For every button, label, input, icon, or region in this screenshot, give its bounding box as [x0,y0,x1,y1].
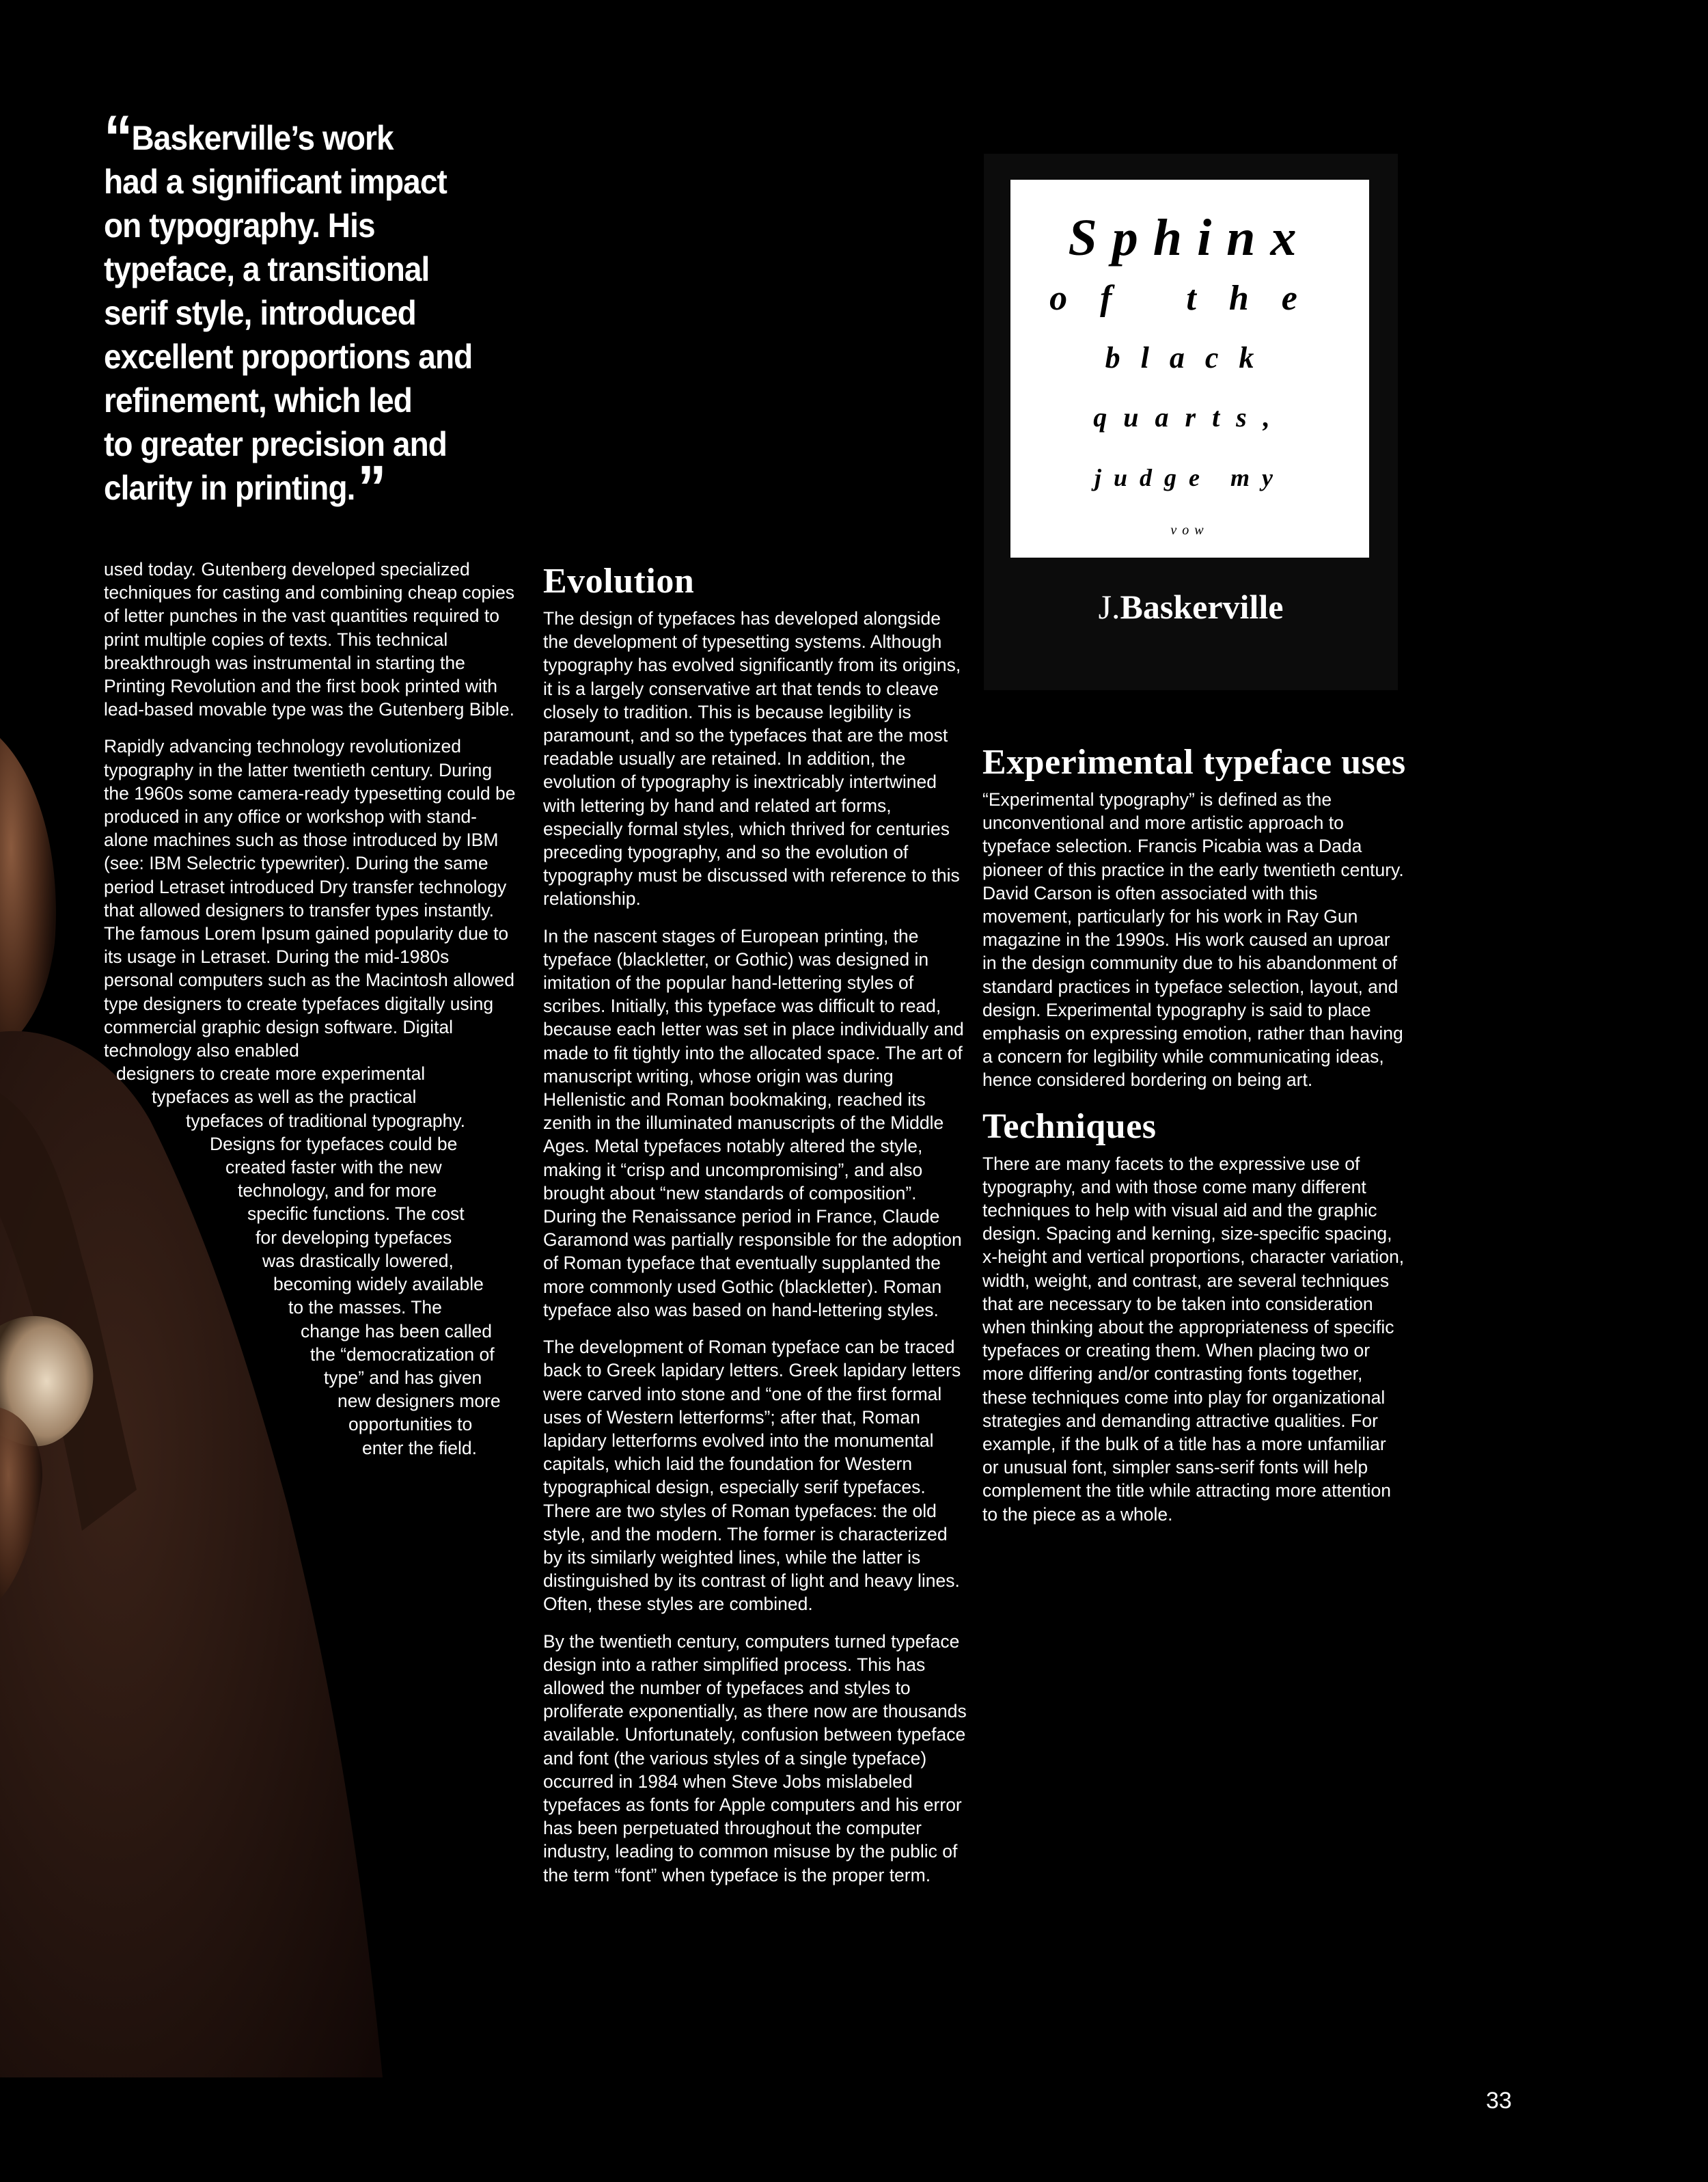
indent-line: specific functions. The cost [247,1203,465,1225]
indent-line: change has been called [301,1320,492,1341]
specimen-line: quarts, [1093,402,1286,433]
quote-line: serif style, introduced [104,294,416,332]
evolution-paragraph: In the nascent stages of European printing, the typeface (blackletter, or Gothic) was designed in imitation of the popular hand-lettering styles of scribes. Initially, this typeface was difficult to read, because each letter was set in place individually and made to fit tightly into the allocated space. The art of manuscript writing, whose origin was during Hellenistic and Roman bookmaking, reached its zenith in the illuminated manuscripts of the Middle Ages. Metal typefaces notably altered the style, making it “crisp and uncompromising”, and also brought about “new standards of composition”. During the Renaissance period in France, Claude Garamond was partially responsible for the adoption of Roman typeface that eventually supplanted the more commonly used Gothic (blackletter). Roman typeface also was based on hand-lettering styles. [543,925,964,1320]
indent-line: to the masses. The [288,1297,442,1318]
quote-line: refinement, which led [104,381,413,420]
indent-line: opportunities to [348,1414,473,1435]
indent-line: designers to create more experimental [116,1063,426,1085]
quote-line: had a significant impact [104,163,447,201]
specimen-card [1010,180,1369,558]
evolution-paragraph: The development of Roman typeface can be traced back to Greek lapidary letters. Greek lapidary letters were carved into stone and “one of the first formal uses of Western letterforms”; after that, Roman lapidary letterforms evolved into the monumental capitals, which laid the foundation for Western typographical design, especially serif typefaces. There are two styles of Roman typefaces: the old style, and the modern. The former is characterized by its similarly weighted lines, while the latter is distinguished by its contrast of light and heavy lines. Often, these styles are combined. [543,1337,961,1615]
specimen-line: judge my [1094,464,1285,491]
indent-line: new designers more [338,1391,501,1412]
column-right [982,741,1406,1540]
indent-line: typefaces of traditional typography. [186,1110,466,1131]
indent-line: technology, and for more [238,1180,437,1201]
column-left-paragraph-1: used today. Gutenberg developed specialized techniques for casting and combining cheap copies of letter punches in the vast quantities required to print multiple copies of texts. This technical breakthrough was instrumental in starting the Printing Revolution and the first book printed with lead-based movable type was the Gutenberg Bible. [104,559,515,720]
column-left-indented-lines [104,1062,521,1459]
heading-evolution: Evolution [543,562,695,601]
specimen-line: of the [1049,279,1330,318]
quote-line: to greater precision and [104,425,447,463]
specimen-line: black [1105,341,1275,374]
indent-line: Designs for typefaces could be [210,1133,458,1154]
column-left-paragraph-2: Rapidly advancing technology revolutionized typography in the latter twentieth century. During the 1960s some camera-ready typesetting could be produced in any office or workshop with stand-alone machines such as those introduced by IBM (see: IBM Selectric typewriter). During the same period Letraset introduced Dry transfer technology that allowed designers to transfer types instantly. The famous Lorem Ipsum gained popularity due to its usage in Letraset. During the mid-1980s personal computers such as the Macintosh allowed type designers to create typefaces digitally using commercial graphic design software. Digital technology also enabled [104,736,516,1061]
quote-line: Baskerville’s work [131,119,394,157]
quote-line: clarity in printing. [104,469,355,507]
close-quote-mark: ” [357,453,382,523]
portrait-face [0,738,56,1052]
indent-line: for developing typefaces [256,1227,452,1248]
heading-techniques: Techniques [982,1106,1157,1146]
indent-line: was drastically lowered, [262,1250,454,1271]
pull-quote [104,103,475,523]
heading-experimental: Experimental typeface uses [982,743,1406,782]
evolution-paragraph: The design of typefaces has developed alongside the development of typesetting systems. Although typography has evolved significantly from its origins, it is a largely conservative art that tends to cleave closely to tradition. This is because legibility is paramount, and so the typefaces that are the most readable usually are retained. In addition, the evolution of typography is inextricably intertwined with lettering by hand and related art forms, especially formal styles, which thrived for centuries preceding typography, and so the evolution of typography must be discussed with reference to this relationship. [543,608,961,910]
indent-line: typefaces as well as the practical [152,1087,417,1108]
techniques-paragraph: There are many facets to the expressive use of typography, and with those come many different techniques to help with visual aid and the graphic design. Spacing and kerning, size-specific spacing, x-height and vertical proportions, character variation, width, weight, and contrast, are several techniques that are necessary to be taken into consideration when thinking about the appropriateness of specific typefaces or creating them. When placing two or more differing and/or contrasting fonts together, these techniques come into play for organizational strategies and demanding attractive qualities. For example, if the bulk of a title has a more unfamiliar or unusual font, simpler sans-serif fonts will help complement the title while attracting more attention to the piece as a whole. [982,1153,1405,1525]
open-quote-mark: “ [104,103,128,173]
quote-line: excellent proportions and [104,338,473,376]
experimental-paragraph: “Experimental typography” is defined as the unconventional and more artistic approach to typeface selection. Francis Picabia was a Dada pioneer of this practice in the early twentieth century. David Carson is often associated with this movement, particularly for his work in Ray Gun magazine in the 1990s. His work caused an uproar in the design community due to his abandonment of standard practices in typeface selection, layout, and design. Experimental typography is said to place emphasis on expressing emotion, rather than having a concern for legibility while communicating ideas, hence considered bordering on being art. [982,789,1404,1091]
specimen-name-surname: Baskerville [1120,588,1284,626]
indent-line: type” and has given [324,1367,482,1388]
indent-line: the “democratization of [310,1344,495,1365]
specimen-typeface-name [984,586,1398,627]
column-middle [543,560,967,1900]
indent-line: enter the field. [362,1437,477,1458]
evolution-paragraph: By the twentieth century, computers turned typeface design into a rather simplified process. This has allowed the number of typefaces and styles to proliferate exponentially, as there now are thousands available. Unfortunately, confusion between typeface and font (the various styles of a single typeface) occurred in 1984 when Steve Jobs mislabeled typefaces as fonts for Apple computers and his error has been perpetuated throughout the computer industry, leading to common misuse by the public of the term “font” when typeface is the proper term. [543,1631,967,1885]
specimen-line: Sphinx [1068,209,1312,267]
specimen-line: vow [1170,523,1209,538]
indent-line: becoming widely available [273,1274,484,1295]
indent-line: created faster with the new [225,1157,442,1178]
quote-line: typeface, a transitional [104,250,430,288]
column-left [104,558,521,1460]
quote-line: on typography. His [104,206,375,245]
specimen-name-initial: J. [1098,588,1120,626]
page-number: 33 [1486,2088,1512,2114]
